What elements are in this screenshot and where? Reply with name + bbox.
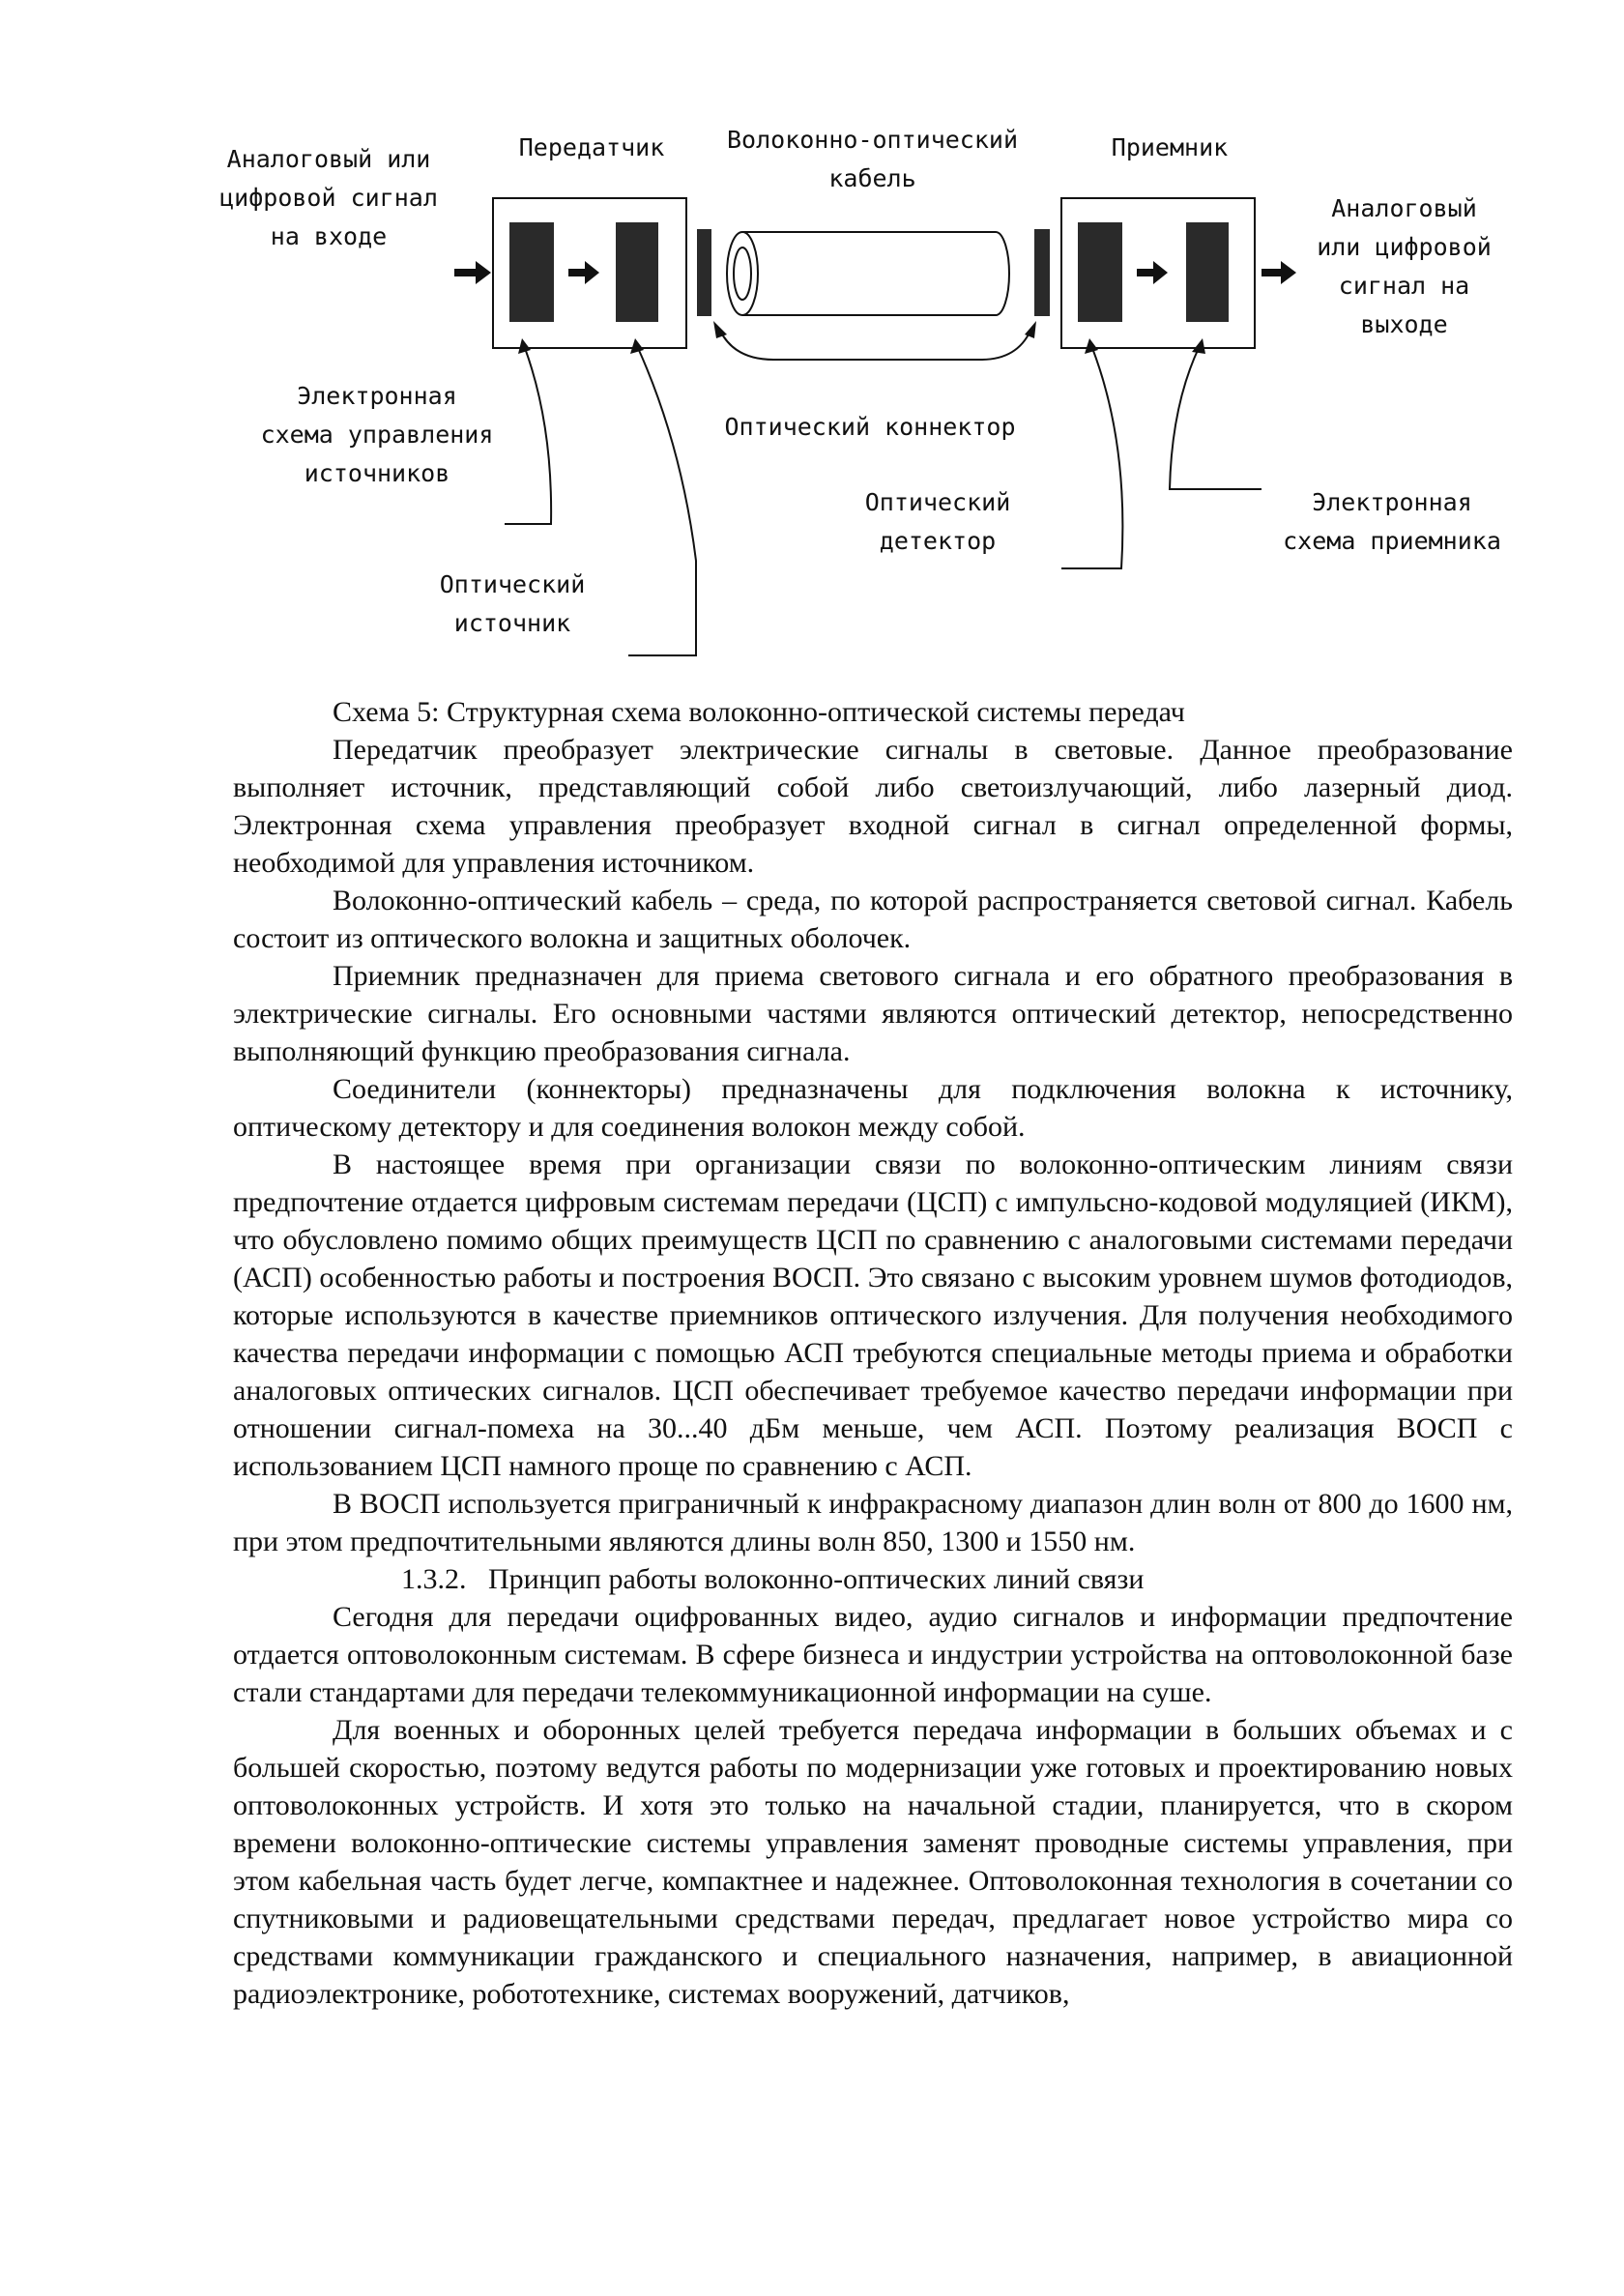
optical-connector-label: Оптический коннектор bbox=[724, 413, 1016, 441]
optical-source-block bbox=[616, 222, 658, 322]
paragraph: В ВОСП используется приграничный к инфракрасному диапазон длин волн от 800 до 1600 нм, при этом предпочтительными являются длины волн 850, 1300 и 1550 нм. bbox=[233, 1488, 1513, 1557]
cable-end-inner bbox=[734, 247, 751, 300]
paragraph: Для военных и оборонных целей требуется передача информации в больших объемах и с большей скоростью, поэтому ведутся работы по модернизации уже готовых и проектированию новых оптоволоконных устройств. И хотя это только на начальной стадии, планируется, что в скором времени волоконно-оптические системы управления заменят проводные системы управления, при этом кабельная часть будет легче, компактнее и надежнее. Оптоволоконная технология в сочетании со спутниковыми и радиовещательными средствами передач, предлагает новое устройство мира со средствами коммуникации гражданского и специального назначения, например, в авиационной радиоэлектронике, робототехнике, системах вооружений, датчиков, bbox=[233, 1714, 1513, 2010]
transmitter-control-block bbox=[509, 222, 554, 322]
paragraph: Сегодня для передачи оцифрованных видео, аудио сигналов и информации предпочтение отдается оптоволоконным системам. В сфере бизнеса и индустрии устройства на оптоволоконной базе стали стандартами для передачи телекоммуникационной информации на суше. bbox=[233, 1601, 1513, 1708]
connector-arrowhead-right bbox=[1025, 321, 1036, 338]
optical-source-leader bbox=[628, 348, 696, 655]
input-arrow bbox=[454, 261, 491, 284]
transmitter-label: Передатчик bbox=[518, 133, 665, 161]
right-connector bbox=[1034, 229, 1050, 316]
paragraph: Приемник предназначен для приема светового сигнала и его обратного преобразования в электрические сигналы. Его основными частями являются оптический детектор, непосредственно выполняющий функцию преобразования сигнала. bbox=[233, 960, 1513, 1067]
receiver-inner-arrow bbox=[1137, 261, 1168, 284]
section-heading: 1.3.2. Принцип работы волоконно-оптических линий связи bbox=[401, 1563, 1145, 1595]
optical-detector-leader bbox=[1061, 348, 1122, 568]
cable-label: Волоконно-оптический кабель bbox=[726, 126, 1019, 192]
transmitter-inner-arrow bbox=[568, 261, 599, 284]
input-signal-label: Аналоговый или цифровой сигнал на входе bbox=[219, 145, 438, 250]
optical-detector-label: Оптический детектор bbox=[864, 488, 1011, 555]
cable-body bbox=[742, 232, 1009, 315]
receiver-circuit-leader bbox=[1170, 348, 1262, 489]
optical-source-label: Оптический источник bbox=[439, 570, 586, 637]
receiver-circuit-block bbox=[1186, 222, 1229, 322]
paragraph: В настоящее время при организации связи по волоконно-оптическим линиям связи предпочтение отдается цифровым системам передачи (ЦСП) с импульсно-кодовой модуляцией (ИКМ), что обусловлено помимо общих преимуществ ЦСП по сравнению с аналоговыми системами передачи (АСП) особенностью работы и построения ВОСП. Это связано с высоким уровнем шумов фотодиодов, которые используются в качестве приемников оптического излучения. Для получения необходимого качества передачи информации с помощью АСП требуются специальные методы приема и обработки аналоговых оптических сигналов. ЦСП обеспечивает требуемое качество передачи информации при отношении сигнал-помеха на 30...40 дБм меньше, чем АСП. Поэтому реализация ВОСП с использованием ЦСП намного проще по сравнению с АСП. bbox=[233, 1148, 1513, 1482]
optical-detector-block bbox=[1078, 222, 1122, 322]
left-connector bbox=[697, 229, 711, 316]
fiber-optic-system-diagram bbox=[193, 106, 1547, 686]
source-control-label: Электронная схема управления источников bbox=[260, 382, 494, 487]
paragraph: Соединители (коннекторы) предназначены для подключения волокна к источнику, оптическому детектору и для соединения волокон между собой. bbox=[233, 1073, 1513, 1143]
receiver-label: Приемник bbox=[1111, 133, 1229, 161]
connector-arrowhead-left bbox=[713, 321, 727, 338]
output-arrow bbox=[1262, 261, 1296, 284]
connector-bracket bbox=[720, 331, 1030, 360]
paragraph: Волоконно-оптический кабель – среда, по которой распространяется световой сигнал. Кабель состоит из оптического волокна и защитных оболочек. bbox=[233, 885, 1513, 954]
figure-caption: Схема 5: Структурная схема волоконно-оптической системы передач bbox=[333, 696, 1185, 728]
body-text bbox=[233, 693, 1513, 2013]
receiver-circuit-label: Электронная схема приемника bbox=[1283, 488, 1501, 555]
paragraph: Передатчик преобразует электрические сигналы в световые. Данное преобразование выполняет источник, представляющий собой либо светоизлучающий, либо лазерный диод. Электронная схема управления преобразует входной сигнал в сигнал определенной формы, необходимой для управления источником. bbox=[233, 734, 1513, 879]
output-signal-label: Аналоговый или цифровой сигнал на выходе bbox=[1317, 194, 1492, 338]
